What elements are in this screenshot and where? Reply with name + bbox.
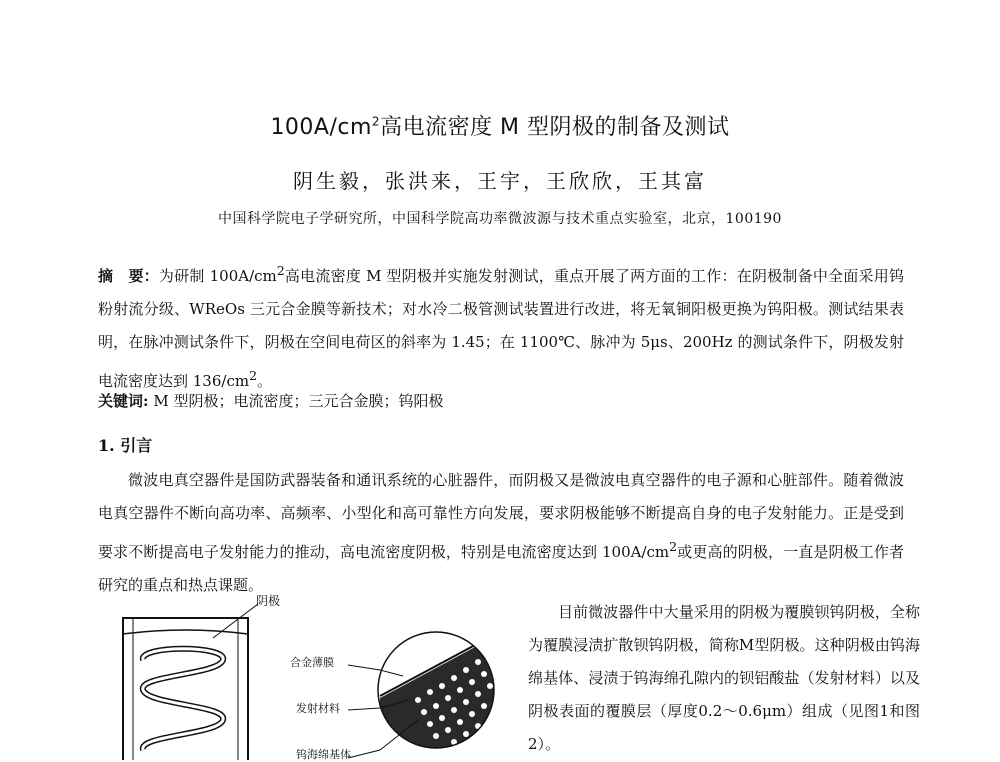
abstract-text-3: 。 bbox=[257, 372, 273, 390]
title-superscript: 2 bbox=[371, 114, 381, 129]
affiliation: 中国科学院电子学研究所，中国科学院高功率微波源与技术重点实验室，北京，100190 bbox=[218, 211, 782, 227]
label-cathode: 阴极 bbox=[256, 594, 281, 608]
abstract-sup-2: 2 bbox=[249, 368, 258, 383]
abstract-sup-1: 2 bbox=[276, 263, 285, 278]
keywords-text: M 型阴极；电流密度；三元合金膜；钨阳极 bbox=[153, 392, 444, 410]
right-column-paragraph: 目前微波器件中大量采用的阴极为覆膜钡钨阴极，全称为覆膜浸渍扩散钡钨阴极，简称M型阴极。这种阴极由钨海绵基体、浸渍于钨海绵孔隙内的钡铝酸盐（发射材料）以及阴极表面的覆膜层（厚度0.2～0.6μm）组成（见图1和图2）。 bbox=[528, 603, 920, 753]
label-alloy-film: 合金薄膜 bbox=[290, 656, 334, 669]
authors: 阴生毅，张洪来，王宇，王欣欣，王其富 bbox=[293, 169, 707, 193]
label-sponge-matrix: 钨海绵基体 bbox=[296, 748, 351, 761]
title-prefix: 100A/cm bbox=[270, 115, 372, 140]
figure-cathode-diagram bbox=[118, 590, 518, 760]
intro-text-2: 或更高的阴极，一直是阴极工作者研究的重点和热点课题。 bbox=[98, 543, 904, 594]
section-heading-intro: 1. 引言 bbox=[98, 436, 153, 455]
abstract bbox=[98, 254, 904, 398]
intro-text-1: 微波电真空器件是国防武器装备和通讯系统的心脏器件，而阴极又是微波电真空器件的电子源和心脏部件。随着微波电真空器件不断向高功率、高频率、小型化和高可靠性方向发展，要求阴极能够不断提高自身的电子发射能力。正是受到要求不断提高电子发射能力的推动，高电流密度阴极，特别是电流密度达到 100A/cm bbox=[98, 471, 904, 561]
abstract-label: 摘 要： bbox=[98, 267, 159, 285]
intro-paragraph bbox=[98, 464, 904, 602]
intro-sup: 2 bbox=[669, 539, 678, 554]
label-emissive-material: 发射材料 bbox=[296, 702, 340, 715]
cathode-diagram-svg bbox=[118, 590, 518, 760]
keywords bbox=[98, 386, 904, 416]
keywords-label: 关键词: bbox=[98, 392, 149, 410]
cathode-top-surface bbox=[123, 630, 248, 634]
heater-coil-highlight bbox=[143, 649, 223, 750]
title-rest: 高电流密度 M 型阴极的制备及测试 bbox=[380, 115, 730, 140]
paper-title bbox=[0, 110, 1000, 141]
abstract-text-1: 为研制 100A/cm bbox=[158, 267, 277, 285]
abstract-text-2: 高电流密度 M 型阴极并实施发射测试，重点开展了两方面的工作：在阴极制备中全面采用钨粉射流分级、WReOs 三元合金膜等新技术；对水冷二极管测试装置进行改进，将无氧铜阳极更换为钨阳极。测试结果表明，在脉冲测试条件下，阴极在空间电荷区的斜率为 1.45；在 1100℃、脉冲为 5μs、200Hz 的测试条件下，阴极发射电流密度达到 136/cm bbox=[98, 267, 904, 390]
